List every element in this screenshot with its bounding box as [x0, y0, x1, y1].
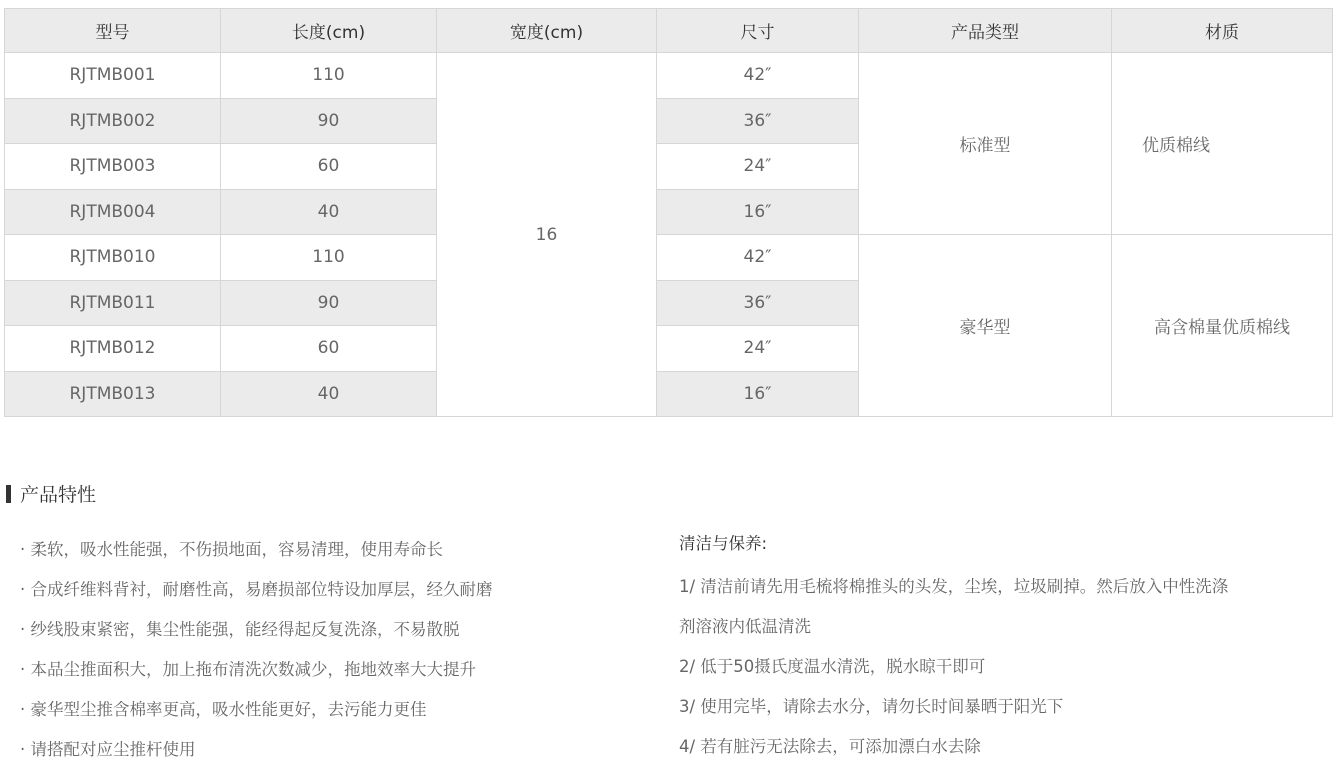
cell-model: RJTMB001 — [5, 53, 221, 99]
cell-size: 36″ — [657, 98, 859, 144]
feature-item: · 本品尘推面积大，加上拖布清洗次数减少，拖地效率大大提升 — [20, 660, 476, 679]
cell-length: 60 — [221, 326, 437, 372]
cell-length: 90 — [221, 98, 437, 144]
cell-type-standard: 标准型 — [859, 53, 1112, 235]
cell-length: 90 — [221, 280, 437, 326]
feature-item: · 柔软，吸水性能强，不伤损地面，容易清理，使用寿命长 — [20, 540, 443, 559]
care-line: 3/ 使用完毕，请除去水分，请勿长时间暴晒于阳光下 — [679, 697, 1064, 716]
cell-size: 42″ — [657, 53, 859, 99]
header-length: 长度(cm) — [221, 9, 437, 53]
cell-size: 16″ — [657, 189, 859, 235]
cell-model: RJTMB012 — [5, 326, 221, 372]
care-title: 清洁与保养: — [679, 534, 768, 553]
table-row — [5, 235, 1333, 281]
table-header-row — [5, 9, 1333, 53]
cell-model: RJTMB013 — [5, 371, 221, 417]
cell-length: 40 — [221, 189, 437, 235]
features-title: 产品特性 — [20, 484, 97, 506]
cell-material-deluxe: 高含棉量优质棉线 — [1112, 235, 1333, 417]
header-material: 材质 — [1112, 9, 1333, 53]
spec-table — [4, 8, 1333, 417]
cell-model: RJTMB011 — [5, 280, 221, 326]
cell-model: RJTMB003 — [5, 144, 221, 190]
care-section — [679, 530, 1333, 767]
cell-size: 36″ — [657, 280, 859, 326]
feature-item: · 豪华型尘推含棉率更高，吸水性能更好，去污能力更佳 — [20, 700, 427, 719]
cell-size: 16″ — [657, 371, 859, 417]
feature-item: · 合成纤维料背衬，耐磨性高，易磨损部位特设加厚层，经久耐磨 — [20, 580, 493, 599]
header-type: 产品类型 — [859, 9, 1112, 53]
care-line: 1/ 清洁前请先用毛梳将棉推头的头发，尘埃，垃圾刷掉。然后放入中性洗涤 — [679, 577, 1229, 596]
cell-model: RJTMB010 — [5, 235, 221, 281]
table-row — [5, 53, 1333, 99]
heading-marker — [6, 485, 11, 503]
cell-model: RJTMB002 — [5, 98, 221, 144]
cell-length: 110 — [221, 53, 437, 99]
cell-material-standard: 优质棉线 — [1112, 53, 1333, 235]
features-list — [20, 536, 493, 776]
header-size: 尺寸 — [657, 9, 859, 53]
care-line: 剂溶液内低温清洗 — [679, 617, 811, 636]
cell-size: 24″ — [657, 326, 859, 372]
cell-size: 24″ — [657, 144, 859, 190]
cell-width: 16 — [437, 53, 657, 417]
header-width: 宽度(cm) — [437, 9, 657, 53]
cell-length: 40 — [221, 371, 437, 417]
care-line: 4/ 若有脏污无法除去，可添加漂白水去除 — [679, 737, 981, 756]
feature-item: · 请搭配对应尘推杆使用 — [20, 740, 196, 759]
cell-length: 110 — [221, 235, 437, 281]
cell-length: 60 — [221, 144, 437, 190]
header-model: 型号 — [5, 9, 221, 53]
feature-item: · 纱线股束紧密，集尘性能强，能经得起反复洗涤，不易散脱 — [20, 620, 460, 639]
cell-model: RJTMB004 — [5, 189, 221, 235]
care-line: 2/ 低于50摄氏度温水清洗，脱水晾干即可 — [679, 657, 986, 676]
features-heading — [6, 480, 96, 507]
cell-type-deluxe: 豪华型 — [859, 235, 1112, 417]
cell-size: 42″ — [657, 235, 859, 281]
